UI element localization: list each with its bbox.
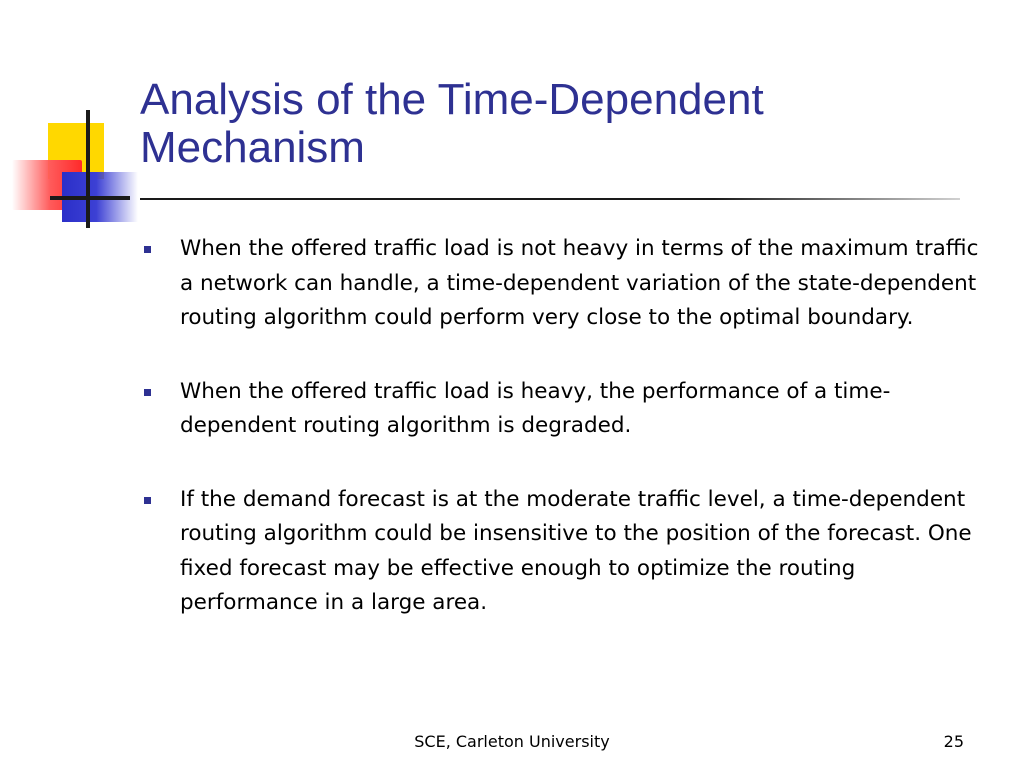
- slide-logo-graphic: [0, 0, 150, 240]
- bullet-text: If the demand forecast is at the moderate traffic level, a time-dependent routing algorithm could be insensitive to the position of the forecast. One fixed forecast may be effective enough to optimize the routing performance in a large area.: [180, 486, 972, 615]
- bullet-item: [142, 375, 992, 444]
- square-bullet-icon: [144, 246, 151, 253]
- square-bullet-icon: [144, 389, 151, 396]
- bullet-item: [142, 483, 992, 621]
- square-bullet-icon: [144, 497, 151, 504]
- slide-title: [140, 76, 1000, 171]
- bullet-text: When the offered traffic load is heavy, the performance of a time-dependent routing algorithm is degraded.: [180, 378, 891, 438]
- slide-title-line-2: Mechanism: [140, 122, 365, 172]
- logo-vertical-line: [86, 110, 90, 228]
- logo-horizontal-line: [50, 196, 130, 200]
- bullet-list: [142, 232, 992, 660]
- bullet-text: When the offered traffic load is not heavy in terms of the maximum traffic a network can handle, a time-dependent variation of the state-dependent routing algorithm could perform very close to the optimal boundary.: [180, 236, 979, 330]
- title-underline: [140, 198, 960, 200]
- footer-page-number: 25: [943, 732, 964, 751]
- bullet-item: [142, 232, 992, 336]
- footer-institution: SCE, Carleton University: [414, 732, 610, 751]
- slide-title-line-1: Analysis of the Time-Dependent: [140, 75, 764, 124]
